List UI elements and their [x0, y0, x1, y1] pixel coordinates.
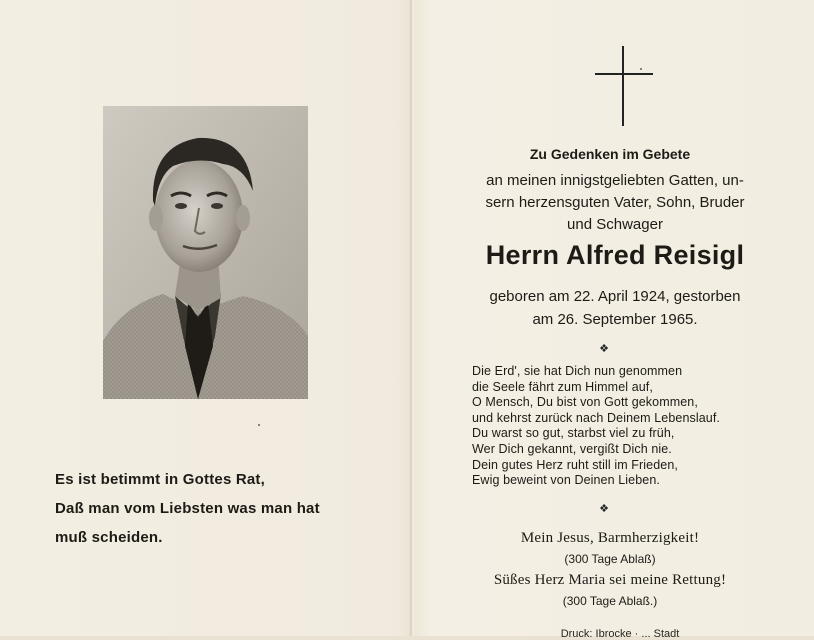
prayer-line: Mein Jesus, Barmherzigkeit! [520, 530, 700, 546]
poem-line: Wer Dich gekannt, vergißt Dich nie. [472, 441, 672, 456]
memorial-heading: Zu Gedenken im Gebete [529, 146, 691, 162]
prayer-line: Süßes Herz Maria sei meine Rettung! [493, 572, 727, 588]
card-fold [409, 0, 415, 636]
printer-imprint: Druck: Ibrocke · ... Stadt [560, 628, 680, 640]
poem-line: Dein gutes Herz ruht still im Frieden, [472, 457, 678, 472]
indulgence-note: (300 Tage Ablaß.) [562, 594, 658, 608]
portrait-photo [103, 106, 308, 399]
poem-line: Du warst so gut, starbst viel zu früh, [472, 426, 675, 441]
dates-line: am 26. September 1965. [532, 311, 698, 328]
ornament-icon: ❖ [599, 343, 609, 355]
verse-line: Es ist betimmt in Gottes Rat, [55, 471, 265, 488]
poem-line: Die Erd', sie hat Dich nun genommen [472, 364, 683, 378]
poem-line: die Seele fährt zum Himmel auf, [472, 379, 653, 394]
intro-line: sern herzensguten Vater, Sohn, Bruder [485, 194, 745, 211]
paper-speck [258, 424, 260, 426]
deceased-name: Herrn Alfred Reisigl [485, 240, 745, 270]
intro-text [455, 170, 775, 236]
poem-line: O Mensch, Du bist von Gott gekommen, [472, 395, 698, 410]
dates-line: geboren am 22. April 1924, gestorben [489, 288, 741, 305]
poem [472, 364, 792, 489]
poem-line: und kehrst zurück nach Deinem Lebenslauf. [472, 410, 720, 425]
cross-icon [595, 46, 653, 126]
intro-line: an meinen innigstgeliebten Gatten, un- [486, 172, 744, 189]
left-verse [55, 465, 385, 552]
paper-speck [640, 68, 642, 70]
ornament-icon: ❖ [599, 503, 609, 515]
intro-line: und Schwager [567, 216, 663, 233]
poem-line: Ewig beweint von Deinen Lieben. [472, 473, 660, 488]
indulgence-note: (300 Tage Ablaß) [564, 552, 656, 566]
verse-line: Daß man vom Liebsten was man hat [55, 500, 320, 517]
prayers [450, 527, 770, 611]
verse-line: muß scheiden. [55, 529, 163, 546]
life-dates [455, 285, 775, 331]
